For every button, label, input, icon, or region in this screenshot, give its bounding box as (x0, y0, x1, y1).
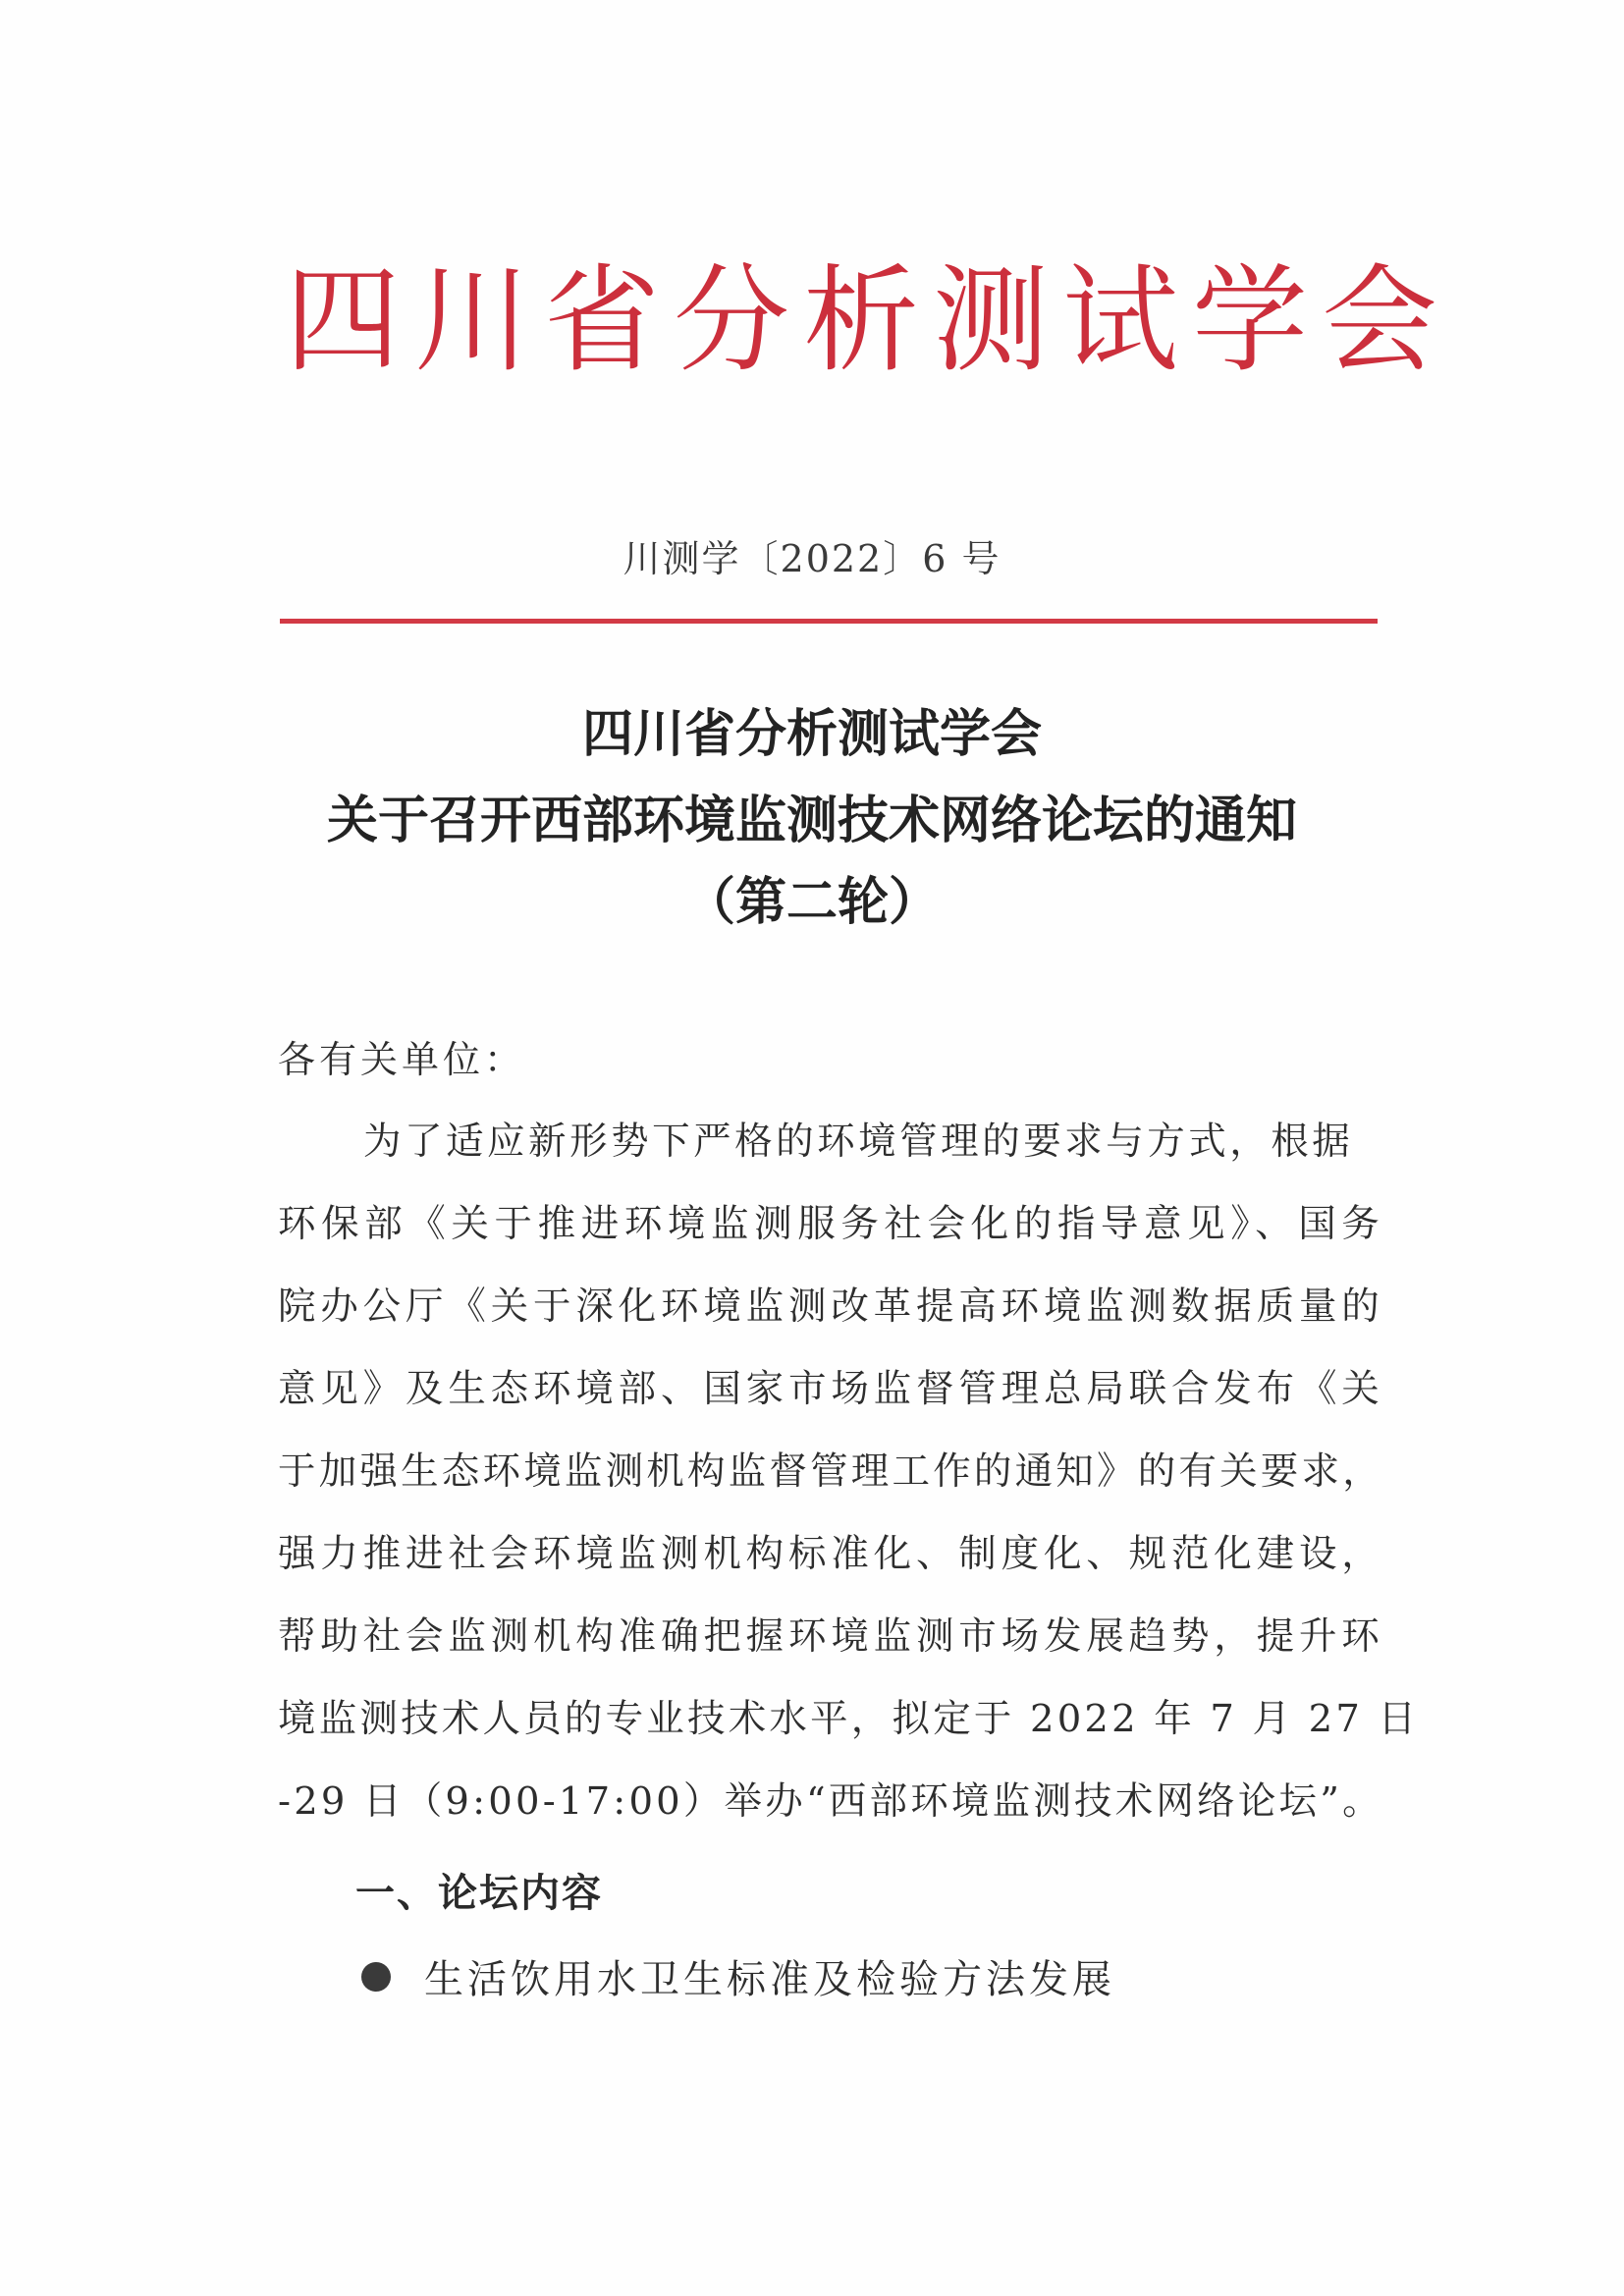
body-paragraph-line: 院办公厅《关于深化环境监测改革提高环境监测数据质量的 (278, 1285, 1382, 1329)
list-item (361, 1948, 1115, 2004)
body-paragraph-line: 境监测技术人员的专业技术水平，拟定于 2022 年 7 月 27 日 (278, 1697, 1420, 1741)
list-item-text: 生活饮用水卫生标准及检验方法发展 (424, 1957, 1115, 2002)
title-line-1: 四川省分析测试学会 (581, 705, 1042, 764)
letterhead-red-rule (280, 619, 1378, 624)
body-paragraph-line: -29 日（9:00-17:00）举办“西部环境监测技术网络论坛”。 (278, 1779, 1383, 1824)
body-paragraph-line: 环保部《关于推进环境监测服务社会化的指导意见》、国务 (278, 1202, 1382, 1246)
section-heading: 一、论坛内容 (355, 1871, 603, 1916)
body-paragraph-line: 于加强生态环境监测机构监督管理工作的通知》的有关要求， (278, 1449, 1383, 1494)
title-line-2: 关于召开西部环境监测技术网络论坛的通知 (326, 792, 1297, 850)
body-paragraph-line: 帮助社会监测机构准确把握环境监测市场发展趋势，提升环 (278, 1614, 1382, 1659)
body-paragraph-line: 意见》及生态环境部、国家市场监督管理总局联合发布《关 (278, 1367, 1382, 1411)
body-paragraph-line: 强力推进社会环境监测机构标准化、制度化、规范化建设， (278, 1532, 1382, 1576)
document-number: 川测学〔2022〕6 号 (623, 537, 1001, 580)
salutation: 各有关单位： (278, 1038, 526, 1081)
letterhead-org-name: 四川省分析测试学会 (285, 252, 1452, 388)
title-line-3: （第二轮） (683, 873, 940, 932)
body-paragraph-line: 为了适应新形势下严格的环境管理的要求与方式，根据 (363, 1120, 1353, 1164)
bullet-icon (361, 1962, 391, 1992)
